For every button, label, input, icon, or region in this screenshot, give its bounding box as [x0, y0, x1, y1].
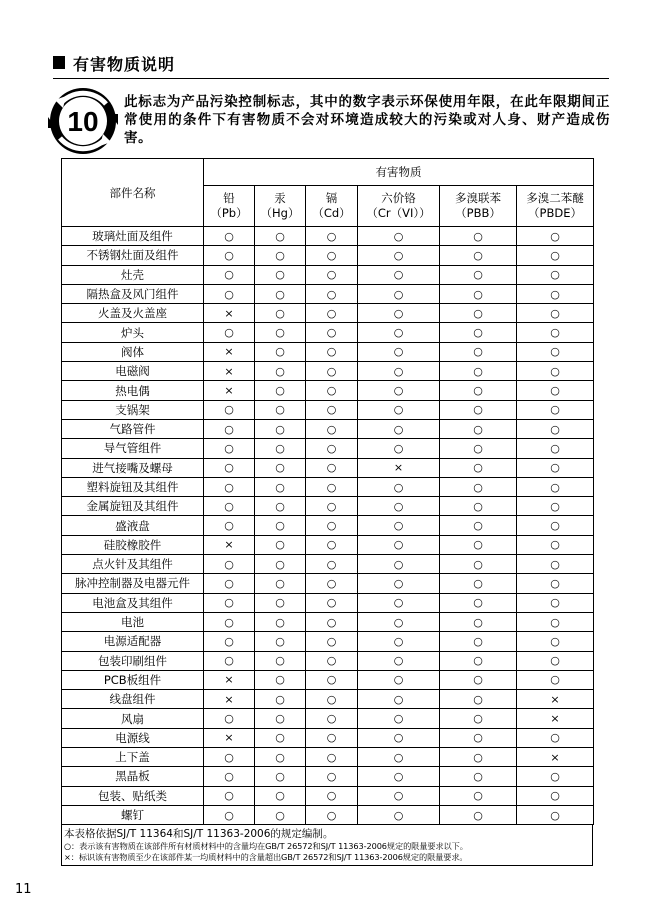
substance-header-1 [255, 186, 306, 227]
circle-mark-cell: ○ [440, 400, 517, 419]
circle-mark-cell: ○ [517, 304, 594, 323]
circle-mark-cell: ○ [255, 651, 306, 670]
circle-mark-cell: ○ [358, 535, 440, 554]
circle-mark-cell: ○ [306, 304, 358, 323]
part-name-cell: 线盘组件 [62, 690, 204, 709]
part-name-cell: 隔热盒及风门组件 [62, 284, 204, 303]
table-row [62, 632, 594, 651]
environment-protection-use-period-logo-icon [46, 84, 120, 158]
circle-mark-cell: ○ [306, 516, 358, 535]
circle-mark-cell: ○ [440, 555, 517, 574]
circle-mark-cell: ○ [306, 728, 358, 747]
circle-mark-cell: ○ [204, 651, 255, 670]
page-number: 11 [15, 882, 32, 897]
part-name-cell: 包装、贴纸类 [62, 786, 204, 805]
circle-mark-cell: ○ [517, 323, 594, 342]
circle-mark-cell: ○ [358, 670, 440, 689]
table-row [62, 284, 594, 303]
circle-mark-cell: ○ [204, 323, 255, 342]
circle-mark-cell: ○ [517, 265, 594, 284]
circle-mark-cell: ○ [306, 805, 358, 824]
circle-mark-cell: ○ [358, 786, 440, 805]
circle-mark-cell: ○ [440, 516, 517, 535]
circle-mark-cell: ○ [255, 439, 306, 458]
circle-mark-cell: ○ [306, 284, 358, 303]
part-name-cell: 脉冲控制器及电器元件 [62, 574, 204, 593]
circle-mark-cell: ○ [204, 227, 255, 246]
table-row [62, 439, 594, 458]
part-name-cell: 气路管件 [62, 419, 204, 438]
table-row [62, 477, 594, 496]
part-name-cell: 螺钉 [62, 805, 204, 824]
part-name-cell: 阀体 [62, 342, 204, 361]
table-row [62, 323, 594, 342]
circle-mark-cell: ○ [440, 439, 517, 458]
circle-mark-cell: ○ [517, 612, 594, 631]
circle-mark-cell: ○ [440, 419, 517, 438]
circle-mark-cell: ○ [306, 651, 358, 670]
circle-mark-cell: ○ [255, 555, 306, 574]
section-header [53, 52, 609, 79]
circle-mark-cell: ○ [517, 342, 594, 361]
circle-mark-cell: ○ [204, 593, 255, 612]
circle-mark-cell: ○ [255, 670, 306, 689]
circle-mark-cell: ○ [517, 381, 594, 400]
cross-mark-cell: × [204, 381, 255, 400]
table-row [62, 342, 594, 361]
circle-mark-cell: ○ [255, 767, 306, 786]
cross-mark-cell: × [204, 342, 255, 361]
circle-mark-cell: ○ [255, 612, 306, 631]
cross-mark-cell: × [204, 728, 255, 747]
circle-mark-cell: ○ [204, 555, 255, 574]
circle-mark-cell: ○ [204, 709, 255, 728]
circle-mark-cell: ○ [306, 709, 358, 728]
hazardous-substance-table [61, 158, 594, 825]
circle-mark-cell: ○ [517, 439, 594, 458]
table-row [62, 651, 594, 670]
circle-mark-cell: ○ [255, 227, 306, 246]
circle-mark-cell: ○ [306, 555, 358, 574]
part-name-cell: 火盖及火盖座 [62, 304, 204, 323]
circle-mark-cell: ○ [517, 574, 594, 593]
substance-symbol: （Hg） [260, 206, 300, 220]
part-name-cell: 热电偶 [62, 381, 204, 400]
circle-mark-cell: ○ [306, 323, 358, 342]
circle-mark-cell: ○ [204, 805, 255, 824]
circle-mark-cell: ○ [204, 439, 255, 458]
circle-mark-cell: ○ [517, 632, 594, 651]
table-row [62, 612, 594, 631]
table-body [62, 227, 594, 825]
circle-mark-cell: ○ [517, 516, 594, 535]
circle-mark-cell: ○ [306, 574, 358, 593]
table-row [62, 767, 594, 786]
circle-mark-cell: ○ [358, 265, 440, 284]
circle-mark-cell: ○ [440, 728, 517, 747]
circle-mark-cell: ○ [440, 670, 517, 689]
circle-mark-cell: ○ [255, 265, 306, 284]
circle-mark-cell: ○ [306, 497, 358, 516]
cross-mark-cell: × [204, 304, 255, 323]
cross-mark-cell: × [517, 748, 594, 767]
circle-mark-cell: ○ [358, 400, 440, 419]
circle-mark-cell: ○ [440, 381, 517, 400]
circle-mark-cell: ○ [440, 304, 517, 323]
circle-mark-cell: ○ [358, 497, 440, 516]
table-row [62, 555, 594, 574]
circle-mark-cell: ○ [204, 458, 255, 477]
circle-mark-cell: ○ [204, 284, 255, 303]
circle-mark-cell: ○ [204, 400, 255, 419]
circle-mark-cell: ○ [358, 246, 440, 265]
circle-mark-cell: ○ [306, 612, 358, 631]
circle-mark-cell: ○ [517, 246, 594, 265]
part-name-cell: 点火针及其组件 [62, 555, 204, 574]
circle-mark-cell: ○ [255, 535, 306, 554]
logo-description: 此标志为产品污染控制标志，其中的数字表示环保使用年限，在此年限期间正常使用的条件下有害物质不会对环境造成较大的污染或对人身、财产造成伤害。 [124, 94, 610, 146]
circle-mark-cell: ○ [255, 709, 306, 728]
circle-mark-cell: ○ [306, 419, 358, 438]
section-title: 有害物质说明 [73, 55, 176, 74]
circle-mark-cell: ○ [306, 767, 358, 786]
circle-mark-cell: ○ [358, 728, 440, 747]
circle-mark-cell: ○ [517, 535, 594, 554]
cross-mark-cell: × [204, 670, 255, 689]
table-row [62, 709, 594, 728]
table-row [62, 786, 594, 805]
circle-mark-cell: ○ [306, 748, 358, 767]
part-name-cell: PCB板组件 [62, 670, 204, 689]
circle-mark-cell: ○ [440, 497, 517, 516]
circle-mark-cell: ○ [204, 477, 255, 496]
part-name-cell: 硅胶橡胶件 [62, 535, 204, 554]
circle-mark-cell: ○ [440, 632, 517, 651]
circle-mark-cell: ○ [440, 362, 517, 381]
circle-mark-cell: ○ [306, 342, 358, 361]
substance-header-5 [517, 186, 594, 227]
circle-mark-cell: ○ [358, 227, 440, 246]
circle-mark-cell: ○ [517, 555, 594, 574]
circle-mark-cell: ○ [517, 227, 594, 246]
circle-mark-cell: ○ [204, 632, 255, 651]
circle-mark-cell: ○ [517, 593, 594, 612]
circle-mark-cell: ○ [255, 632, 306, 651]
cross-mark-cell: × [517, 709, 594, 728]
circle-mark-cell: ○ [255, 805, 306, 824]
circle-mark-cell: ○ [440, 323, 517, 342]
substance-header-0 [204, 186, 255, 227]
substance-name: 镉 [325, 191, 338, 205]
substance-name: 多溴二苯醚 [526, 191, 584, 205]
circle-mark-cell: ○ [358, 439, 440, 458]
circle-mark-cell: ○ [440, 265, 517, 284]
part-name-cell: 进气接嘴及螺母 [62, 458, 204, 477]
part-name-cell: 包装印刷组件 [62, 651, 204, 670]
square-bullet-icon [53, 56, 65, 69]
circle-mark-cell: ○ [204, 786, 255, 805]
circle-mark-cell: ○ [306, 535, 358, 554]
circle-mark-cell: ○ [358, 323, 440, 342]
circle-mark-cell: ○ [255, 342, 306, 361]
circle-mark-cell: ○ [255, 246, 306, 265]
part-name-cell: 电池 [62, 612, 204, 631]
circle-mark-cell: ○ [306, 593, 358, 612]
cross-mark-cell: × [204, 535, 255, 554]
substance-name: 六价铬 [381, 191, 416, 205]
circle-mark-cell: ○ [358, 748, 440, 767]
circle-mark-cell: ○ [440, 593, 517, 612]
part-name-cell: 支锅架 [62, 400, 204, 419]
circle-mark-cell: ○ [255, 497, 306, 516]
circle-mark-cell: ○ [306, 670, 358, 689]
circle-mark-cell: ○ [358, 574, 440, 593]
circle-mark-cell: ○ [306, 265, 358, 284]
table-row [62, 227, 594, 246]
circle-mark-cell: ○ [204, 246, 255, 265]
circle-mark-cell: ○ [306, 632, 358, 651]
table-row [62, 458, 594, 477]
part-name-cell: 上下盖 [62, 748, 204, 767]
circle-mark-cell: ○ [358, 709, 440, 728]
circle-mark-cell: ○ [204, 516, 255, 535]
circle-mark-cell: ○ [517, 767, 594, 786]
substance-header-3 [358, 186, 440, 227]
circle-mark-cell: ○ [255, 690, 306, 709]
circle-mark-cell: ○ [440, 227, 517, 246]
circle-mark-cell: ○ [440, 574, 517, 593]
part-name-cell: 玻璃灶面及组件 [62, 227, 204, 246]
circle-mark-cell: ○ [358, 593, 440, 612]
circle-mark-cell: ○ [358, 342, 440, 361]
circle-mark-cell: ○ [358, 419, 440, 438]
circle-mark-cell: ○ [255, 304, 306, 323]
table-row [62, 381, 594, 400]
note-circle-meaning: ○：表示该有害物质在该部件所有材质材料中的含量均在GB/T 26572和SJ/T 11363-2006规定的限量要求以下。 [64, 841, 468, 852]
circle-mark-cell: ○ [255, 593, 306, 612]
circle-mark-cell: ○ [255, 362, 306, 381]
table-row [62, 574, 594, 593]
table-row [62, 304, 594, 323]
circle-mark-cell: ○ [204, 612, 255, 631]
part-name-cell: 电池盒及其组件 [62, 593, 204, 612]
part-name-cell: 电源线 [62, 728, 204, 747]
table-row [62, 265, 594, 284]
circle-mark-cell: ○ [255, 477, 306, 496]
circle-mark-cell: ○ [517, 651, 594, 670]
circle-mark-cell: ○ [517, 362, 594, 381]
table-row [62, 535, 594, 554]
substance-header-4 [440, 186, 517, 227]
circle-mark-cell: ○ [440, 284, 517, 303]
table-row [62, 670, 594, 689]
table-row [62, 419, 594, 438]
part-name-cell: 不锈钢灶面及组件 [62, 246, 204, 265]
part-name-cell: 塑料旋钮及其组件 [62, 477, 204, 496]
part-name-cell: 风扇 [62, 709, 204, 728]
logo-number: 10 [67, 106, 99, 137]
note-basis: 本表格依据SJ/T 11364和SJ/T 11363-2006的规定编制。 [64, 828, 334, 841]
circle-mark-cell: ○ [440, 342, 517, 361]
circle-mark-cell: ○ [255, 574, 306, 593]
circle-mark-cell: ○ [358, 516, 440, 535]
circle-mark-cell: ○ [358, 304, 440, 323]
circle-mark-cell: ○ [306, 439, 358, 458]
circle-mark-cell: ○ [358, 805, 440, 824]
table-row [62, 497, 594, 516]
table-row [62, 400, 594, 419]
circle-mark-cell: ○ [306, 362, 358, 381]
part-name-cell: 金属旋钮及其组件 [62, 497, 204, 516]
circle-mark-cell: ○ [204, 767, 255, 786]
circle-mark-cell: ○ [440, 709, 517, 728]
part-name-cell: 黑晶板 [62, 767, 204, 786]
circle-mark-cell: ○ [440, 767, 517, 786]
circle-mark-cell: ○ [255, 284, 306, 303]
circle-mark-cell: ○ [358, 477, 440, 496]
circle-mark-cell: ○ [358, 690, 440, 709]
table-row [62, 362, 594, 381]
circle-mark-cell: ○ [306, 690, 358, 709]
circle-mark-cell: ○ [306, 477, 358, 496]
table-row [62, 246, 594, 265]
circle-mark-cell: ○ [517, 728, 594, 747]
circle-mark-cell: ○ [358, 632, 440, 651]
circle-mark-cell: ○ [440, 786, 517, 805]
table-row [62, 516, 594, 535]
circle-mark-cell: ○ [358, 612, 440, 631]
circle-mark-cell: ○ [255, 323, 306, 342]
substance-header-2 [306, 186, 358, 227]
circle-mark-cell: ○ [358, 767, 440, 786]
circle-mark-cell: ○ [517, 670, 594, 689]
circle-mark-cell: ○ [517, 497, 594, 516]
substance-symbol: （Pb） [210, 206, 248, 220]
circle-mark-cell: ○ [440, 458, 517, 477]
circle-mark-cell: ○ [204, 748, 255, 767]
part-name-cell: 炉头 [62, 323, 204, 342]
circle-mark-cell: ○ [440, 535, 517, 554]
circle-mark-cell: ○ [517, 419, 594, 438]
circle-mark-cell: ○ [358, 555, 440, 574]
table-row [62, 805, 594, 824]
circle-mark-cell: ○ [517, 400, 594, 419]
substance-symbol: （PBDE） [528, 206, 582, 220]
part-name-cell: 电源适配器 [62, 632, 204, 651]
substance-symbol: （Cr（VI）） [366, 206, 431, 220]
circle-mark-cell: ○ [517, 284, 594, 303]
circle-mark-cell: ○ [517, 786, 594, 805]
circle-mark-cell: ○ [440, 748, 517, 767]
table-row [62, 690, 594, 709]
circle-mark-cell: ○ [306, 458, 358, 477]
circle-mark-cell: ○ [306, 246, 358, 265]
circle-mark-cell: ○ [255, 458, 306, 477]
circle-mark-cell: ○ [255, 400, 306, 419]
circle-mark-cell: ○ [204, 497, 255, 516]
circle-mark-cell: ○ [255, 728, 306, 747]
part-name-header: 部件名称 [62, 159, 204, 227]
circle-mark-cell: ○ [306, 786, 358, 805]
table-row [62, 748, 594, 767]
circle-mark-cell: ○ [440, 690, 517, 709]
part-name-cell: 电磁阀 [62, 362, 204, 381]
circle-mark-cell: ○ [440, 612, 517, 631]
circle-mark-cell: ○ [358, 381, 440, 400]
hazardous-substance-header: 有害物质 [204, 159, 594, 186]
circle-mark-cell: ○ [440, 246, 517, 265]
circle-mark-cell: ○ [255, 419, 306, 438]
circle-mark-cell: ○ [358, 284, 440, 303]
circle-mark-cell: ○ [255, 381, 306, 400]
table-notes [61, 825, 593, 866]
substance-name: 多溴联苯 [455, 191, 501, 205]
part-name-cell: 导气管组件 [62, 439, 204, 458]
part-name-cell: 盛液盘 [62, 516, 204, 535]
substance-name: 汞 [274, 191, 286, 205]
circle-mark-cell: ○ [306, 381, 358, 400]
circle-mark-cell: ○ [517, 477, 594, 496]
circle-mark-cell: ○ [440, 477, 517, 496]
substance-symbol: （Cd） [312, 206, 351, 220]
part-name-cell: 灶壳 [62, 265, 204, 284]
circle-mark-cell: ○ [255, 748, 306, 767]
circle-mark-cell: ○ [306, 400, 358, 419]
circle-mark-cell: ○ [306, 227, 358, 246]
circle-mark-cell: ○ [204, 574, 255, 593]
table-row [62, 728, 594, 747]
substance-symbol: （PBB） [455, 206, 501, 220]
circle-mark-cell: ○ [255, 516, 306, 535]
circle-mark-cell: ○ [204, 265, 255, 284]
cross-mark-cell: × [517, 690, 594, 709]
circle-mark-cell: ○ [517, 458, 594, 477]
substance-name: 铅 [223, 191, 235, 205]
cross-mark-cell: × [204, 690, 255, 709]
note-cross-meaning: ×：标识该有害物质至少在该部件某一均质材料中的含量超出GB/T 26572和SJ/T 11363-2006规定的限量要求。 [64, 852, 468, 863]
circle-mark-cell: ○ [358, 362, 440, 381]
cross-mark-cell: × [358, 458, 440, 477]
hazardous-substance-table-container [61, 158, 593, 866]
circle-mark-cell: ○ [358, 651, 440, 670]
circle-mark-cell: ○ [204, 419, 255, 438]
circle-mark-cell: ○ [517, 805, 594, 824]
circle-mark-cell: ○ [255, 786, 306, 805]
circle-mark-cell: ○ [440, 651, 517, 670]
table-row [62, 593, 594, 612]
circle-mark-cell: ○ [440, 805, 517, 824]
cross-mark-cell: × [204, 362, 255, 381]
